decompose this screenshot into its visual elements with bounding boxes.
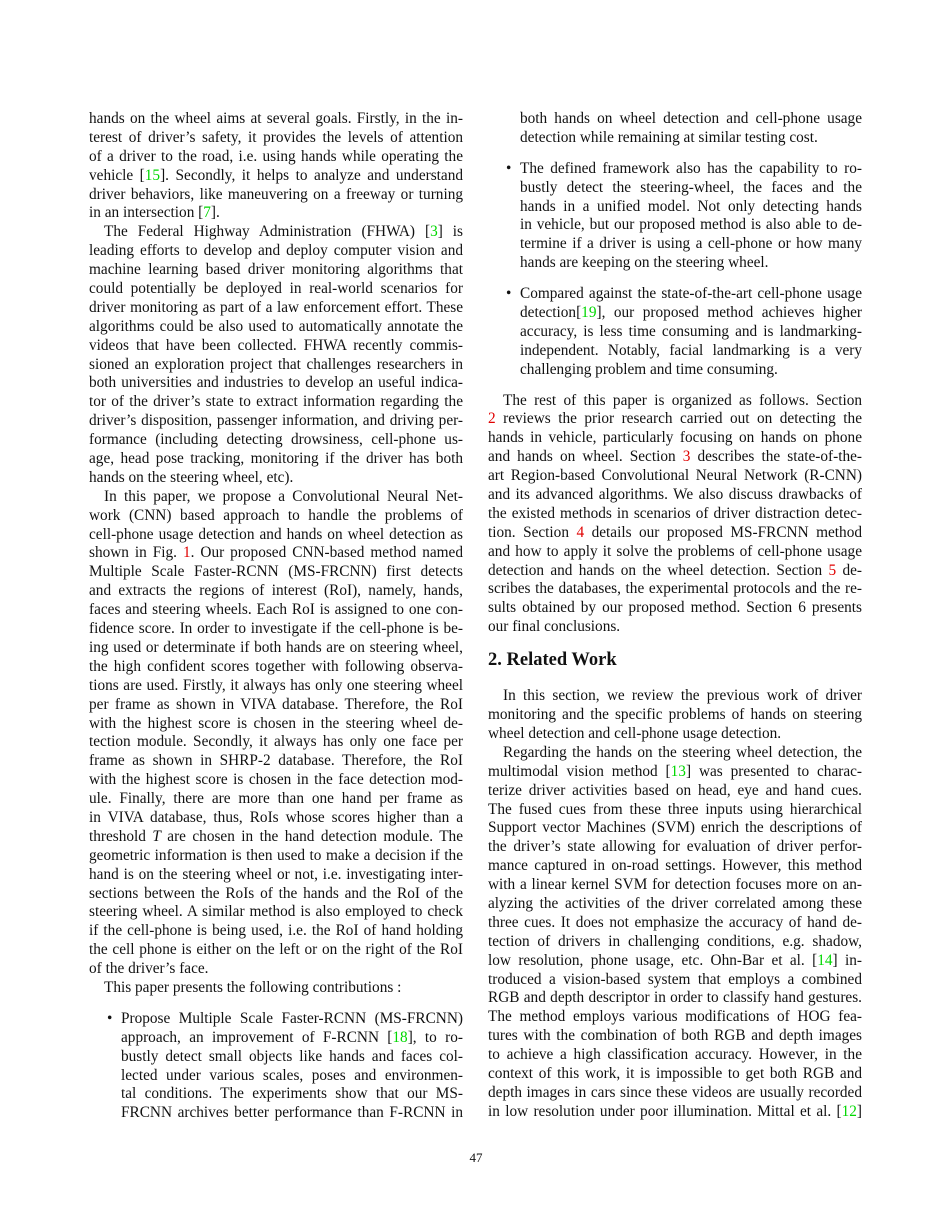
text-line: steering wheel. A similar method is also employed to check: [89, 903, 463, 921]
text-line: sults obtained by our proposed method. Section 6 presents: [488, 599, 862, 617]
text-line: of a driver to the road, i.e. using hands while operating the: [89, 147, 463, 165]
text-line: ule. Finally, there are more than one hand per frame as: [89, 790, 463, 808]
text-line: bustly detect small objects like hands and faces col-: [121, 1047, 463, 1065]
citation-link[interactable]: 12: [841, 1102, 857, 1120]
text-line: work (CNN) based approach to handle the problems of: [89, 506, 463, 524]
text-line: in VIVA database, thus, RoIs whose scores higher than a: [89, 808, 463, 826]
text-line: hands in vehicle, particularly focusing on hands on phone: [488, 429, 862, 447]
section-reference-link[interactable]: 4: [576, 523, 585, 541]
paragraph-fhwa: [89, 223, 463, 487]
citation-link[interactable]: 18: [392, 1028, 408, 1046]
text-line: multimodal vision method [13] was presented to charac-: [488, 762, 862, 780]
text-line: The fused cues from these three inputs using hierarchical: [488, 800, 862, 818]
paragraph-hands-goals: [89, 110, 463, 223]
text-line: geometric information is then used to make a decision if the: [89, 846, 463, 864]
text-line: the driver’s state allowing for evaluation of driver perfor-: [488, 838, 862, 856]
text-line: leading efforts to develop and deploy computer vision and: [89, 242, 463, 260]
text-line: art Region-based Convolutional Neural Network (R-CNN): [488, 467, 862, 485]
text-line: tor of the driver’s state to extract information regarding the: [89, 393, 463, 411]
text-line: per frame as shown in VIVA database. Therefore, the RoI: [89, 695, 463, 713]
text-line: sections between the RoIs of the hands and the RoI of the: [89, 884, 463, 902]
text-line: algorithms could be also used to automatically annotate the: [89, 317, 463, 335]
text-line: termine if a driver is using a cell-phone or how many: [520, 235, 862, 253]
text-line: Compared against the state-of-the-art cell-phone usage: [520, 285, 862, 303]
text-line: ing used or determinate if both hands are on steering wheel,: [89, 638, 463, 656]
text-line: the high confident scores together with following observa-: [89, 657, 463, 675]
text-line: and extracts the regions of interest (RoI), namely, hands,: [89, 582, 463, 600]
paragraph-organization: [488, 392, 862, 638]
text-line: approach, an improvement of F-RCNN [18], to ro-: [121, 1028, 463, 1046]
figure-reference-link[interactable]: 1: [182, 544, 191, 562]
left-column: [89, 110, 463, 1123]
text-line: detection and hands on the wheel detection. Section 5 de-: [488, 561, 863, 579]
text-line: terize driver activities based on head, eye and hand cues.: [488, 781, 862, 799]
citation-link[interactable]: 7: [203, 204, 211, 222]
section-reference-link[interactable]: 5: [828, 561, 837, 579]
text-line: tion. Section 4 details our proposed MS-FRCNN method: [488, 523, 862, 541]
text-line: Propose Multiple Scale Faster-RCNN (MS-FRCNN): [121, 1009, 463, 1027]
citation-link[interactable]: 14: [817, 951, 833, 969]
section-reference-link[interactable]: 2: [488, 410, 496, 428]
text-line: accuracy, is less time consuming and is landmarking-: [520, 322, 862, 340]
text-line: mance captured in on-road settings. However, this method: [488, 857, 862, 875]
text-line: our final conclusions.: [488, 618, 621, 636]
text-line: The Federal Highway Administration (FHWA) [3] is: [104, 223, 463, 241]
text-line: formance (including detecting drowsiness, cell-phone us-: [89, 431, 463, 449]
text-line: The rest of this paper is organized as follows. Section: [503, 391, 862, 409]
text-line: hand is on the steering wheel or not, i.e. investigating inter-: [89, 865, 463, 883]
text-line: driver monitoring as part of a law enforcement effort. These: [89, 298, 463, 316]
text-line: in low resolution under poor illumination. Mittal et al. [12]: [488, 1102, 862, 1120]
text-line: 2 reviews the prior research carried out on detecting the: [488, 410, 862, 428]
text-line: hands in a unified model. Not only detecting hands: [520, 197, 862, 215]
text-line: the existed methods in scenarios of driver distraction detec-: [488, 504, 862, 522]
text-line: faces and steering wheels. Each RoI is assigned to one con-: [89, 601, 463, 619]
text-line: lected under various scales, poses and environmen-: [121, 1066, 463, 1084]
text-line: sioned an exploration project that challenges researchers in: [89, 355, 463, 373]
text-line: to achieve a high classification accuracy. However, in the: [488, 1046, 862, 1064]
text-line: monitoring and the specific problems of hands on steering: [488, 706, 862, 724]
section-reference-link[interactable]: 3: [682, 448, 691, 466]
text-line: both universities and industries to develop an useful indica-: [89, 374, 463, 392]
text-line: Multiple Scale Faster-RCNN (MS-FRCNN) first detects: [89, 563, 463, 581]
math-variable: T: [152, 827, 161, 845]
page-number: 47: [469, 1150, 483, 1165]
text-line: RGB and depth descriptor in order to classify hand gestures.: [488, 989, 862, 1007]
right-column: [488, 110, 862, 1122]
text-line: depth images in cars since these videos are usually recorded: [488, 1083, 862, 1101]
text-line: three cues. It does not emphasize the accuracy of hand de-: [488, 913, 862, 931]
text-line: hands are keeping on the steering wheel.: [520, 254, 769, 272]
text-line: In this section, we review the previous work of driver: [503, 687, 862, 705]
text-line: context of this work, it is impossible to get both RGB and: [488, 1064, 862, 1082]
text-line: with the highest score is chosen in the face detection mod-: [89, 771, 463, 789]
text-line: bustly detect the steering-wheel, the faces and the: [520, 178, 862, 196]
contribution-bullet-2: [488, 160, 862, 273]
text-line: terest of driver’s safety, it provides the levels of attention: [89, 128, 463, 146]
text-line: both hands on wheel detection and cell-phone usage: [520, 110, 862, 127]
text-line: low resolution, phone usage, etc. Ohn-Bar et al. [14] in-: [488, 951, 862, 969]
text-line: troduced a vision-based system that employs a combined: [488, 970, 862, 988]
citation-link[interactable]: 19: [581, 304, 597, 322]
text-line: fidence score. In order to investigate if the cell-phone is be-: [89, 620, 463, 638]
text-line: threshold T are chosen in the hand detection module. The: [89, 827, 463, 845]
text-line: challenging problem and time consuming.: [520, 360, 778, 378]
text-line: videos that have been collected. FHWA recently commis-: [89, 336, 463, 354]
text-line: Regarding the hands on the steering wheel detection, the: [503, 743, 862, 761]
paragraph-related-intro: [488, 687, 862, 744]
text-line: tions are used. Firstly, it always has only one steering wheel: [89, 676, 463, 694]
text-line: could potentially be deployed in real-world scenarios for: [89, 280, 463, 298]
text-line: FRCNN archives better performance than F-RCNN in: [121, 1104, 463, 1122]
text-line: tal conditions. The experiments show that our MS-: [121, 1085, 463, 1103]
text-line: tection module. Secondly, it always has only one face per: [89, 733, 463, 751]
bullet-icon: •: [506, 285, 512, 303]
text-line: The defined framework also has the capability to ro-: [520, 159, 862, 177]
text-line: tection of drivers in challenging conditions, e.g. shadow,: [488, 932, 862, 950]
text-line: machine learning based driver monitoring algorithms that: [89, 261, 463, 279]
citation-link[interactable]: 15: [144, 166, 161, 184]
text-line: independent. Notably, facial landmarking is a very: [520, 341, 862, 359]
text-line: the cell phone is either on the left or on the right of the RoI: [89, 941, 463, 959]
text-line: hands on the wheel aims at several goals. Firstly, in the in-: [89, 110, 463, 127]
text-line: with the highest score is chosen in the steering wheel de-: [89, 714, 463, 732]
text-line: of the driver’s face.: [89, 960, 209, 978]
text-line: cell-phone usage detection and hands on wheel detection as: [89, 525, 463, 543]
text-line: in an intersection [7].: [89, 204, 220, 222]
text-line: Support vector Machines (SVM) enrich the descriptions of: [488, 819, 862, 837]
text-line: hands on the steering wheel, etc).: [89, 468, 294, 486]
paragraph-proposal: [89, 488, 463, 979]
text-line: The method employs various modifications of HOG fea-: [488, 1008, 862, 1026]
text-line: age, head pose tracking, monitoring if the driver has both: [89, 450, 463, 468]
contribution-bullet-3: [488, 285, 862, 379]
contribution-bullet-1: [89, 1010, 463, 1123]
text-line: shown in Fig. 1. Our proposed CNN-based method named: [89, 544, 463, 562]
text-line: driver’s disposition, passenger information, and driving per-: [89, 412, 463, 430]
bullet-icon: •: [107, 1009, 113, 1027]
bullet-icon: •: [506, 159, 512, 177]
text-line: vehicle [15]. Secondly, it helps to analyze and understand: [89, 166, 463, 184]
text-line: in vehicle, but our proposed method is also able to de-: [520, 216, 862, 234]
contributions-intro: This paper presents the following contributions :: [104, 978, 402, 996]
citation-link[interactable]: 13: [670, 762, 686, 780]
text-line: detection while remaining at similar testing cost.: [520, 128, 818, 146]
text-line: driver behaviors, like maneuvering on a freeway or turning: [89, 185, 463, 203]
text-line: alyzing the activities of the driver correlated among these: [488, 894, 862, 912]
text-line: wheel detection and cell-phone usage detection.: [488, 724, 782, 742]
text-line: if the cell-phone is being used, i.e. the RoI of hand holding: [89, 922, 463, 940]
text-line: detection[19], our proposed method achieves higher: [520, 304, 862, 322]
text-line: with a linear kernel SVM for detection focuses more on an-: [488, 876, 862, 894]
section-heading-related-work: 2. Related Work: [488, 650, 617, 671]
text-line: scribes the databases, the experimental protocols and the re-: [488, 580, 862, 598]
text-line: frame as shown in SHRP-2 database. Therefore, the RoI: [89, 752, 463, 770]
text-line: and how to apply it solve the problems of cell-phone usage: [488, 542, 862, 560]
citation-link[interactable]: 3: [430, 223, 438, 241]
text-line: In this paper, we propose a Convolutional Neural Net-: [104, 487, 463, 505]
text-line: and its advanced algorithms. We also discuss drawbacks of: [488, 486, 862, 504]
paragraph-hands-detection: [488, 744, 862, 1122]
text-line: tures with the combination of both RGB and depth images: [488, 1027, 862, 1045]
text-line: and hands on wheel. Section 3 describes the state-of-the-: [488, 448, 862, 466]
contribution-bullet-1-continued: [488, 110, 862, 148]
